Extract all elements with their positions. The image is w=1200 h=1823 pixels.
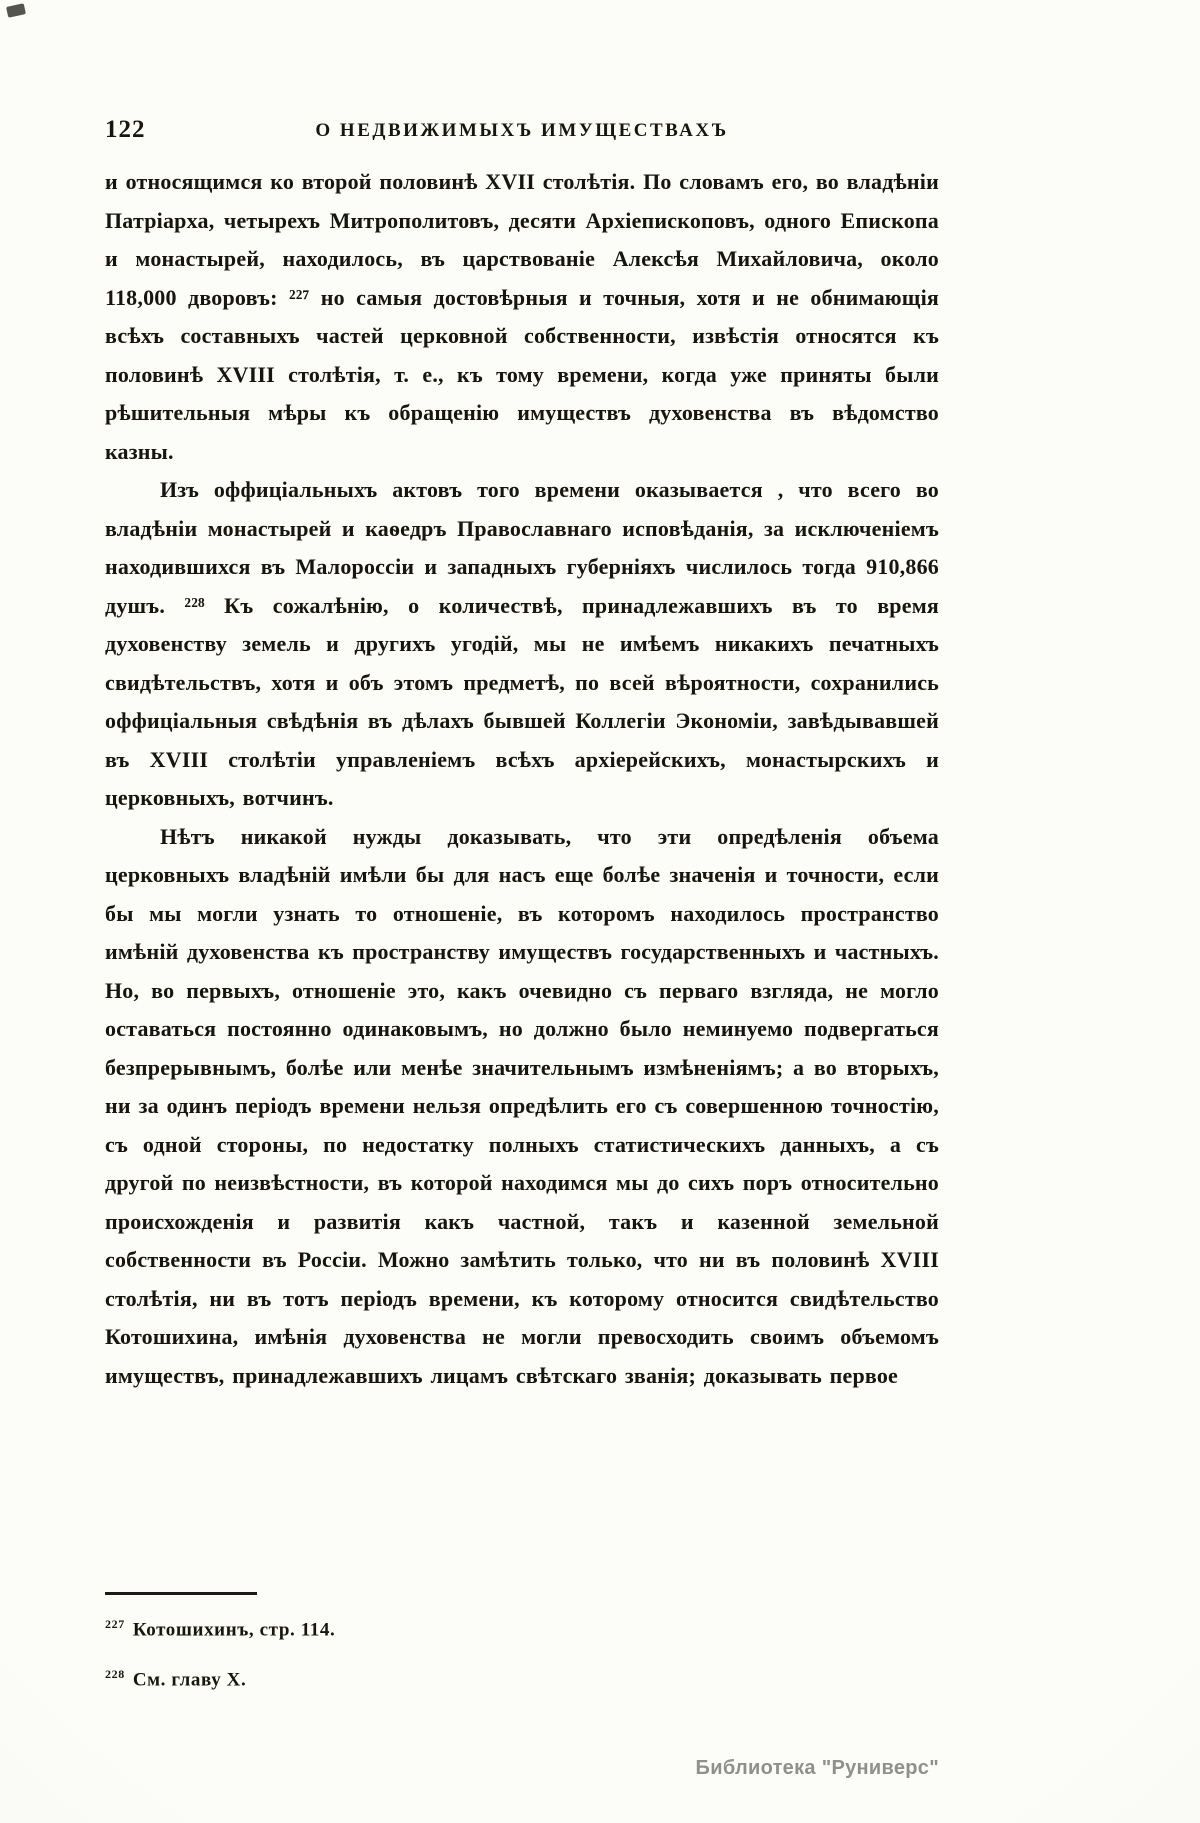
page-header <box>105 116 939 150</box>
footnote-1 <box>105 1610 939 1644</box>
footnote-2-text: См. главу X. <box>132 1669 247 1691</box>
footnote-1-text: Котошихинъ, стр. 114. <box>132 1619 336 1641</box>
footnotes-section <box>105 1610 939 1711</box>
paragraph-3: Нѣтъ никакой нужды доказывать, что эти опредѣленія объема церковныхъ владѣній имѣли бы для насъ еще болѣе значенія и точности, если бы мы могли узнать то отношеніе, въ которомъ находилось пространство имѣній духовенства къ пространству имуществъ государственныхъ и частныхъ. Но, во первыхъ, отношеніе это, какъ очевидно съ перваго взгляда, не могло оставаться постоянно одинаковымъ, но должно было неминуемо подвергаться безпрерывнымъ, болѣе или менѣе значительнымъ измѣненіямъ; а во вторыхъ, ни за одинъ періодъ времени нельзя опредѣлить его съ совершенною точностію, съ одной стороны, по недостатку полныхъ статистическихъ данныхъ, а съ другой по неизвѣстности, въ которой находимся мы до сихъ поръ относительно происхожденія и развитія какъ частной, такъ и казенной земельной собственности въ Россіи. Можно замѣтить только, что ни въ половинѣ XVIII столѣтія, ни въ тотъ періодъ времени, къ которому относится свидѣтельство Котошихина, имѣнія духовенства не могли превосходить своимъ объемомъ имуществъ, принадлежавшихъ лицамъ свѣтскаго званія; доказывать первое <box>105 823 939 1388</box>
library-watermark: Библиотека "Руниверс" <box>695 1757 939 1779</box>
running-title: О НЕДВИЖИМЫХЪ ИМУЩЕСТВАХЪ <box>315 120 729 141</box>
footnote-2-marker: 228 <box>105 1667 125 1682</box>
footnote-divider <box>105 1592 257 1595</box>
paragraph-1: и относящимся ко второй половинѣ XVII столѣтія. По словамъ его, во владѣніи Патріарха, четырехъ Митрополитовъ, десяти Архіепископовъ, одного Епископа и монастырей, находилось, въ царствованіе Алексѣя Михайловича, около 118,000 дворовъ: ²²⁷ но самыя достовѣрныя и точныя, хотя и не обнимающія всѣхъ составныхъ частей церковной собственности, извѣстія относятся къ половинѣ XVIII столѣтія, т. е., къ тому времени, когда уже приняты были рѣшительныя мѣры къ обращенію имуществъ духовенства въ вѣдомство казны. <box>105 169 939 464</box>
footnote-2 <box>105 1660 939 1694</box>
main-text-block <box>105 163 939 1395</box>
footnote-1-marker: 227 <box>105 1617 125 1631</box>
paragraph-2: Изъ оффиціальныхъ актовъ того времени оказывается , что всего во владѣніи монастырей и каѳедръ Православнаго исповѣданія, за исключеніемъ находившихся въ Малороссіи и западныхъ губерніяхъ числилось тогда 910,866 душъ. ²²⁸ Къ сожалѣнію, о количествѣ, принадлежавшихъ въ то время духовенству земель и другихъ угодій, мы не имѣемъ никакихъ печатныхъ свидѣтельствъ, хотя и объ этомъ предметѣ, по всей вѣроятности, сохранились оффиціальныя свѣдѣнія въ дѣлахъ бывшей Коллегіи Экономіи, завѣдывавшей въ XVIII столѣтіи управленіемъ всѣхъ архіерейскихъ, монастырскихъ и церковныхъ, вотчинъ. <box>105 477 939 810</box>
page-number: 122 <box>105 116 146 143</box>
scan-corner-artifact <box>6 3 26 18</box>
